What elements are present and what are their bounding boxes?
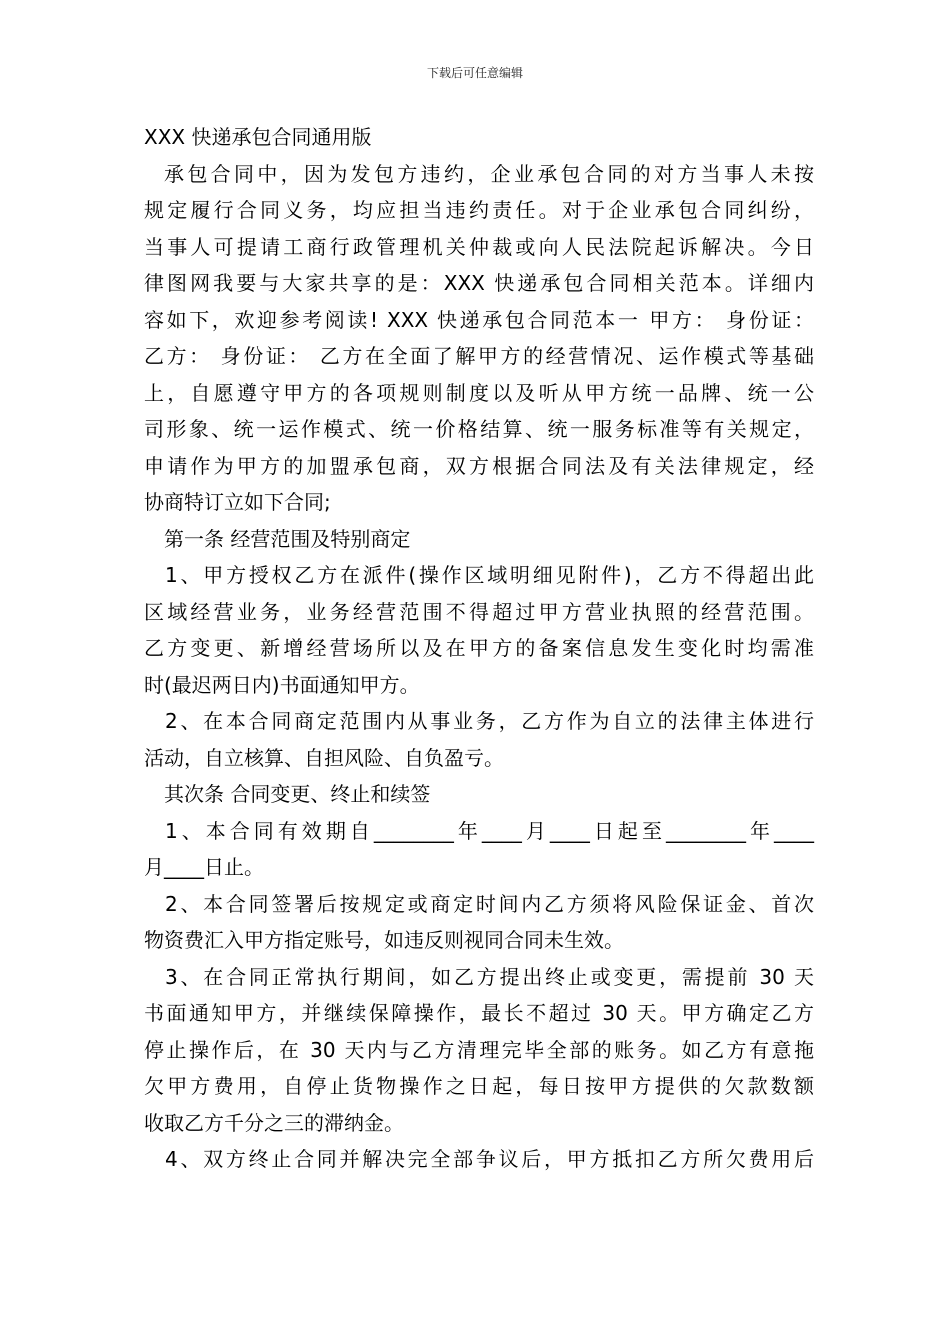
text-line: 2、在本合同商定范围内从事业务，乙方作为自立的法律主体进行 [165, 709, 814, 733]
text-line: 4、双方终止合同并解决完全部争议后，甲方抵扣乙方所欠费用后 [165, 1147, 814, 1171]
text-line: 停止操作后，在 30 天内与乙方清理完毕全部的账务。如乙方有意拖 [144, 1037, 814, 1062]
text-line: 乙方： 身份证： 乙方在全面了解甲方的经营情况、运作模式等基础 [144, 344, 814, 368]
document-body [144, 119, 814, 1178]
text-line: 1、甲方授权乙方在派件(操作区域明细见附件)，乙方不得超出此 [165, 563, 814, 587]
text-line: 上，自愿遵守甲方的各项规则制度以及听从甲方统一品牌、统一公 [144, 380, 814, 405]
text-line: 承包合同中，因为发包方违约，企业承包合同的对方当事人未按 [164, 161, 814, 186]
text-line: 当事人可提请工商行政管理机关仲裁或向人民法院起诉解决。今日 [144, 234, 814, 259]
text-line: 申请作为甲方的加盟承包商，双方根据合同法及有关法律规定，经 [144, 453, 814, 478]
text-line: 容如下，欢迎参考阅读! XXX 快递承包合同范本一 甲方： 身份证： [144, 307, 814, 332]
text-line: 乙方变更、新增经营场所以及在甲方的备案信息发生变化时均需准 [144, 636, 814, 660]
text-line: 活动，自立核算、自担风险、自负盈亏。 [144, 745, 504, 770]
text-line: 2、本合同签署后按规定或商定时间内乙方须将风险保证金、首次 [165, 891, 814, 916]
text-line: 区域经营业务，业务经营范围不得超过甲方营业执照的经营范围。 [144, 599, 814, 624]
text-line: 月____日止。 [144, 855, 264, 879]
text-line: 收取乙方千分之三的滞纳金。 [144, 1110, 404, 1135]
text-line: 书面通知甲方，并继续保障操作，最长不超过 30 天。甲方确定乙方 [144, 1001, 814, 1025]
text-line: 协商特订立如下合同; [144, 490, 331, 514]
text-line: 时(最迟两日内)书面通知甲方。 [144, 672, 420, 697]
page-header: 下载后可任意编辑 [426, 66, 523, 80]
text-line: 规定履行合同义务，均应担当违约责任。对于企业承包合同纠纷， [144, 198, 814, 222]
text-line: 物资费汇入甲方指定账号，如违反则视同合同未生效。 [144, 928, 624, 952]
text-line: 3、在合同正常执行期间，如乙方提出终止或变更，需提前 30 天 [165, 964, 814, 989]
section-heading: 第一条 经营范围及特别商定 [164, 526, 411, 551]
text-line: 司形象、统一运作模式、统一价格结算、统一服务标准等有关规定， [144, 417, 814, 441]
text-line: 律图网我要与大家共享的是：XXX 快递承包合同相关范本。详细内 [144, 271, 814, 295]
section-heading: 其次条 合同变更、终止和续签 [164, 782, 431, 806]
text-line: 1、本合同有效期自________年____月____日起至________年____ [165, 818, 814, 843]
text-line: 欠甲方费用，自停止货物操作之日起，每日按甲方提供的欠款数额 [144, 1074, 814, 1098]
document-title: XXX 快递承包合同通用版 [144, 125, 372, 149]
